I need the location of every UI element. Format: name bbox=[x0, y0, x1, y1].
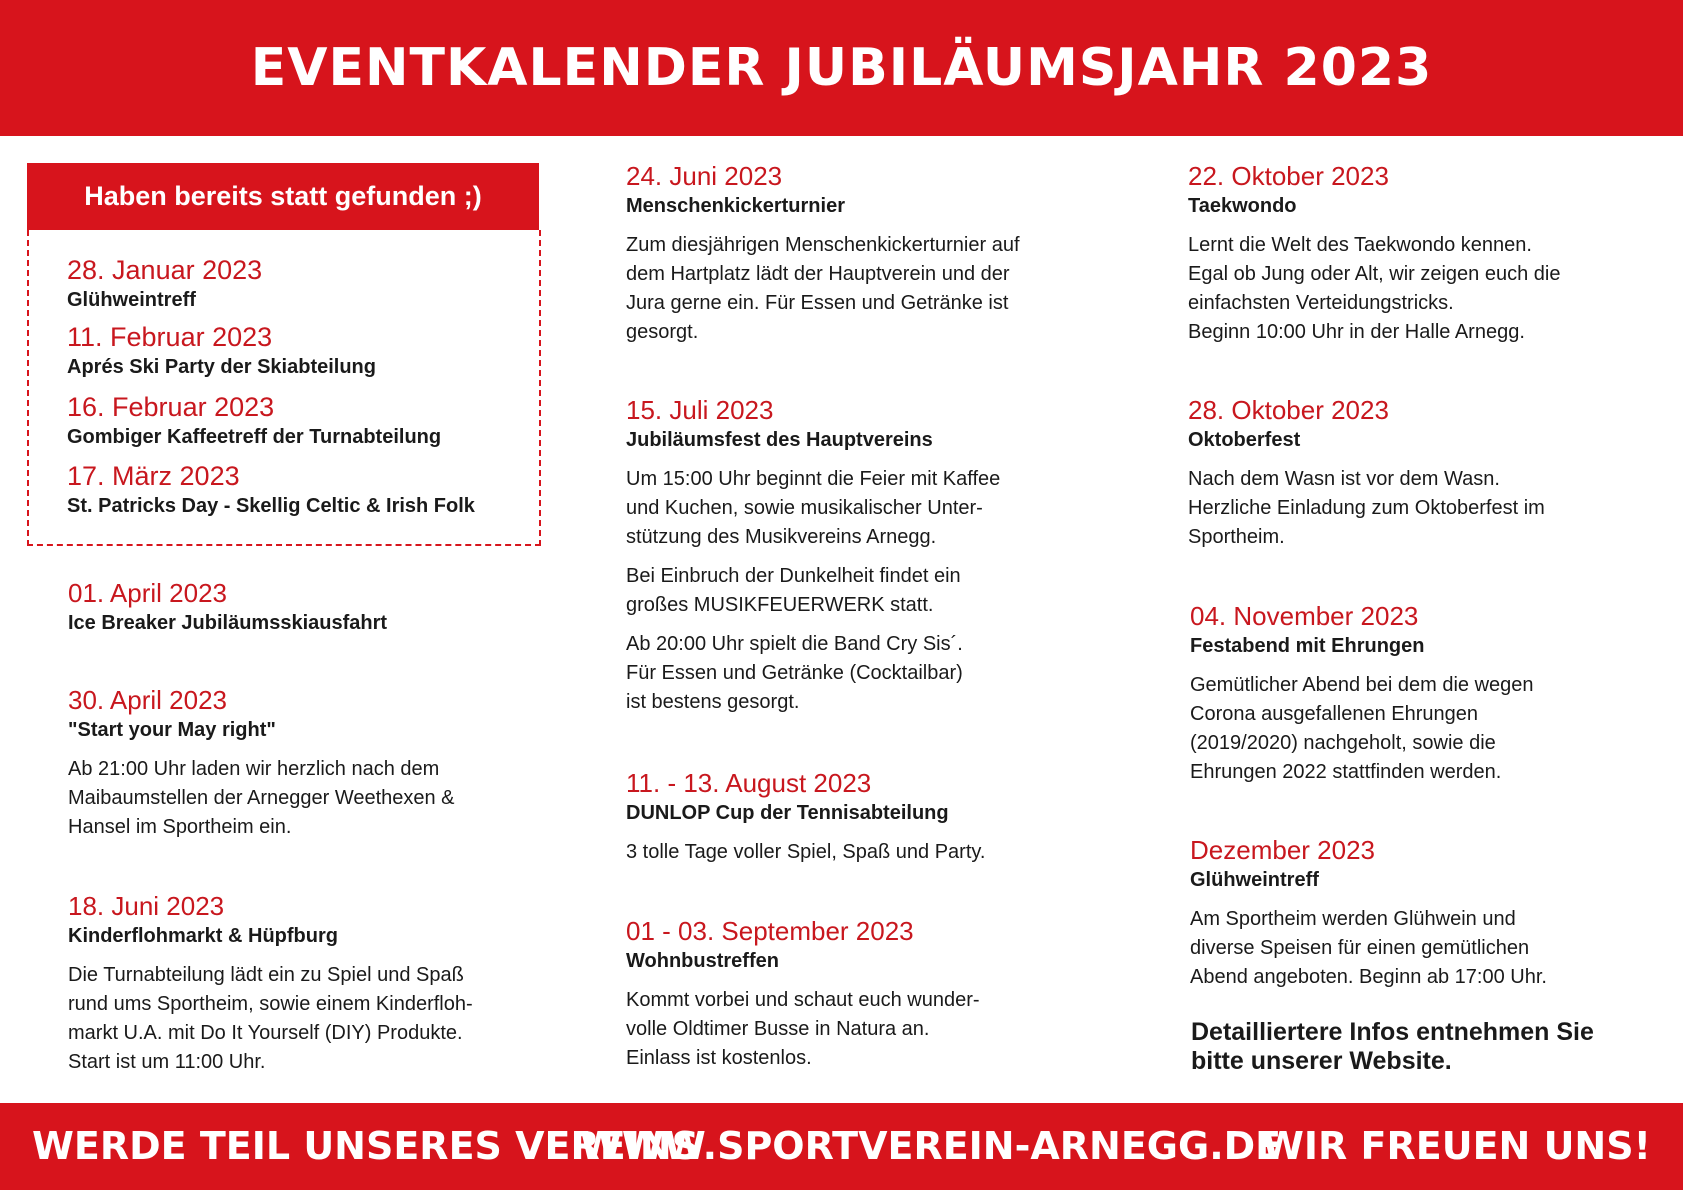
event-title: Taekwondo bbox=[1188, 195, 1297, 217]
past-event bbox=[67, 254, 262, 313]
event-entry bbox=[1190, 834, 1660, 992]
event-entry bbox=[626, 394, 1096, 717]
event-date: 30. April 2023 bbox=[68, 685, 228, 715]
footer-slogan: WERDE TEIL UNSERES VEREINS bbox=[32, 1124, 700, 1168]
event-description: Bei Einbruch der Dunkelheit findet ein großes MUSIKFEUERWERK statt. bbox=[626, 565, 961, 616]
event-date: 01. April 2023 bbox=[68, 578, 228, 608]
event-description: Lernt die Welt des Taekwondo kennen. Egal ob Jung oder Alt, wir zeigen euch die einfachsten Verteidungstricks. Beginn 10:00 Uhr in der Halle Arnegg. bbox=[1188, 234, 1561, 343]
event-title: Glühweintreff bbox=[67, 289, 196, 311]
event-entry bbox=[1190, 600, 1660, 787]
event-description: Nach dem Wasn ist vor dem Wasn. Herzliche Einladung zum Oktoberfest im Sportheim. bbox=[1188, 468, 1545, 548]
event-title: DUNLOP Cup der Tennisabteilung bbox=[626, 802, 949, 824]
event-date: 11. Februar 2023 bbox=[67, 322, 273, 352]
event-description: Um 15:00 Uhr beginnt die Feier mit Kaffee und Kuchen, sowie musikalischer Unter- stützung des Musikvereins Arnegg. bbox=[626, 468, 1001, 548]
event-title: "Start your May right" bbox=[68, 719, 276, 741]
event-entry bbox=[626, 767, 1096, 867]
event-title: St. Patricks Day - Skellig Celtic & Irish Folk bbox=[67, 495, 475, 517]
event-entry bbox=[68, 684, 538, 842]
event-date: 24. Juni 2023 bbox=[626, 161, 783, 191]
past-event bbox=[67, 391, 441, 450]
event-title: Kinderflohmarkt & Hüpfburg bbox=[68, 925, 338, 947]
event-title: Ice Breaker Jubiläumsskiausfahrt bbox=[68, 612, 388, 634]
event-entry bbox=[1188, 160, 1658, 347]
event-date: 16. Februar 2023 bbox=[67, 392, 275, 422]
event-description: Gemütlicher Abend bei dem die wegen Corona ausgefallenen Ehrungen (2019/2020) nachgeholt, sowie die Ehrungen 2022 stattfinden werden. bbox=[1190, 674, 1534, 783]
event-title: Festabend mit Ehrungen bbox=[1190, 635, 1425, 657]
event-date: 01 - 03. September 2023 bbox=[626, 916, 914, 946]
page-title: EVENTKALENDER JUBILÄUMSJAHR 2023 bbox=[250, 38, 1433, 98]
event-date: 11. - 13. August 2023 bbox=[626, 768, 872, 798]
event-title: Jubiläumsfest des Hauptvereins bbox=[626, 429, 933, 451]
event-description: Am Sportheim werden Glühwein und diverse Speisen für einen gemütlichen Abend angeboten. Beginn ab 17:00 Uhr. bbox=[1190, 908, 1547, 988]
closing-note: Detailliertere Infos entnehmen Sie bitte unserer Website. bbox=[1191, 1018, 1594, 1075]
event-title: Gombiger Kaffeetreff der Turnabteilung bbox=[67, 426, 442, 448]
event-entry bbox=[626, 160, 1096, 347]
event-date: 28. Oktober 2023 bbox=[1188, 395, 1389, 425]
event-title: Oktoberfest bbox=[1188, 429, 1301, 451]
footer-website-link[interactable]: WWW.SPORTVEREIN-ARNEGG.DE bbox=[580, 1124, 1282, 1168]
event-entry bbox=[626, 915, 1096, 1073]
event-date: 17. März 2023 bbox=[67, 461, 240, 491]
event-entry bbox=[1188, 394, 1658, 552]
event-date: 28. Januar 2023 bbox=[67, 255, 263, 285]
event-description: 3 tolle Tage voller Spiel, Spaß und Party. bbox=[626, 841, 986, 863]
event-description: Kommt vorbei und schaut euch wunder- volle Oldtimer Busse in Natura an. Einlass ist kostenlos. bbox=[626, 989, 980, 1069]
event-title: Aprés Ski Party der Skiabteilung bbox=[67, 356, 376, 378]
event-description: Ab 20:00 Uhr spielt die Band Cry Sis´. Für Essen und Getränke (Cocktailbar) ist bestens gesorgt. bbox=[626, 633, 963, 713]
event-date: 18. Juni 2023 bbox=[68, 891, 225, 921]
event-title: Menschenkickerturnier bbox=[626, 195, 845, 217]
event-date: Dezember 2023 bbox=[1190, 835, 1375, 865]
event-description: Die Turnabteilung lädt ein zu Spiel und Spaß rund ums Sportheim, sowie einem Kinderfloh- markt U.A. mit Do It Yourself (DIY) Produkte. Start ist um 11:00 Uhr. bbox=[68, 964, 473, 1073]
event-description: Ab 21:00 Uhr laden wir herzlich nach dem Maibaumstellen der Arnegger Weethexen & Hansel im Sportheim ein. bbox=[68, 758, 455, 838]
event-date: 15. Juli 2023 bbox=[626, 395, 774, 425]
event-description: Zum diesjährigen Menschenkickerturnier auf dem Hartplatz lädt der Hauptverein und der Jura gerne ein. Für Essen und Getränke ist gesorgt. bbox=[626, 234, 1020, 343]
past-event bbox=[67, 460, 475, 519]
past-events-heading: Haben bereits statt gefunden ;) bbox=[27, 163, 539, 230]
event-date: 22. Oktober 2023 bbox=[1188, 161, 1389, 191]
footer-banner bbox=[0, 1103, 1683, 1190]
past-event bbox=[67, 321, 376, 380]
event-entry bbox=[68, 890, 538, 1077]
event-title: Glühweintreff bbox=[1190, 869, 1319, 891]
header-banner bbox=[0, 0, 1683, 136]
footer-greeting: WIR FREUEN UNS! bbox=[1262, 1124, 1651, 1168]
past-events-box bbox=[27, 230, 541, 546]
event-entry bbox=[68, 577, 538, 636]
event-title: Wohnbustreffen bbox=[626, 950, 779, 972]
event-date: 04. November 2023 bbox=[1190, 601, 1419, 631]
